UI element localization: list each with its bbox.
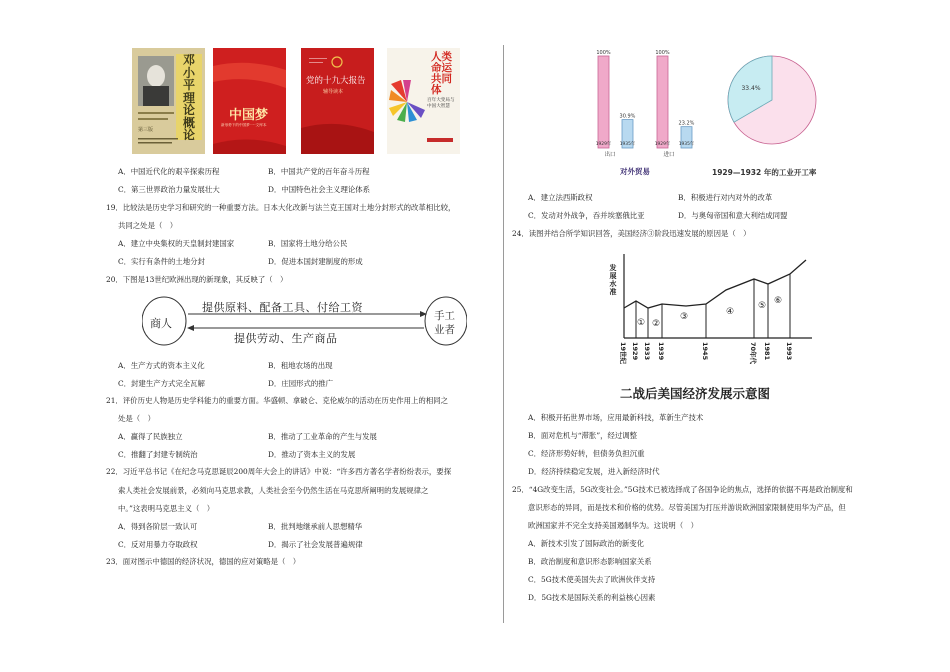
- book-title-char: 论: [182, 128, 195, 142]
- bar-category-label: 出口: [604, 152, 616, 158]
- book-cover-community: [387, 48, 460, 154]
- merchant-craftsman-diagram: [142, 292, 467, 348]
- question-22-stem-cont: 索人类社会发展前景，必须向马克思求教，人类社会至今仍然生活在马克思所阐明的发展规律之: [118, 486, 429, 495]
- option-d[interactable]: D．中国特色社会主义理论体系: [268, 185, 371, 194]
- top-arrow-label: 提供原料、配备工具、付给工资: [202, 301, 363, 314]
- option-c[interactable]: C．5G技术使美国失去了欧洲伙伴支持: [528, 575, 656, 584]
- x-tick-label: 70年代: [749, 342, 757, 365]
- question-20-stem: 20．下图是13世纪欧洲出现的新现象，其反映了（ ）: [106, 275, 288, 284]
- option-b[interactable]: B．租地农场的出现: [268, 361, 333, 370]
- book-title: 党的十九大报告: [306, 76, 366, 86]
- x-tick-label: 1929: [631, 342, 639, 361]
- bar-data-label: 30.9%: [619, 113, 636, 120]
- economy-chart-svg: [606, 246, 826, 371]
- option-d[interactable]: D．促进本国封建制度的形成: [268, 257, 363, 266]
- trade-chart-caption: 对外贸易: [620, 167, 650, 176]
- book-title-char: 邓: [182, 53, 195, 67]
- us-economy-chart: [606, 246, 826, 406]
- trade-chart-svg: [592, 48, 712, 158]
- option-c[interactable]: C．发动对外战争，吞并埃塞俄比亚: [528, 211, 645, 220]
- book-title: 中国梦: [229, 108, 269, 123]
- option-a[interactable]: A．建立中央集权的天皇制封建国家: [118, 239, 235, 248]
- bar-series-label: 1929年: [595, 142, 612, 147]
- option-a[interactable]: A．新技术引发了国际政治的新变化: [528, 539, 645, 548]
- x-tick-label: 1993: [785, 342, 793, 361]
- question-21-stem: 21．评价历史人物是历史学科能力的重要方面。华盛顿、拿破仑、克伦威尔的活动在历史作用上的相同之: [106, 396, 448, 405]
- ylabel-char: 准: [609, 287, 617, 296]
- book-title-char: 理: [182, 90, 195, 105]
- stage-label: ①: [636, 318, 646, 328]
- option-d[interactable]: D．庄园形式的推广: [268, 379, 334, 388]
- ylabel-char: 发: [609, 263, 617, 272]
- option-b[interactable]: B．国家将土地分给公民: [268, 239, 348, 248]
- book-title-char: 论: [182, 103, 195, 117]
- option-c[interactable]: C．反对用暴力夺取政权: [118, 540, 198, 549]
- question-19-stem-cont: 共同之处是（ ）: [118, 221, 178, 230]
- option-a[interactable]: A．积极开拓世界市场，应用最新科技，革新生产技术: [528, 413, 704, 422]
- stage-label: ⑥: [773, 296, 783, 306]
- option-d[interactable]: D．推动了资本主义的发展: [268, 450, 356, 459]
- bar-data-label: 100%: [655, 50, 670, 56]
- option-d[interactable]: D．揭示了社会发展普遍规律: [268, 540, 363, 549]
- stage-label: ②: [651, 319, 661, 329]
- craftsman-node-label: 业者: [434, 324, 455, 336]
- question-24-stem: 24．读图并结合所学知识回答，美国经济③阶段迅速发展的原因是（ ）: [512, 229, 751, 238]
- trade-bar-chart: [592, 48, 712, 178]
- option-d[interactable]: D．5G技术是国际关系的利益核心因素: [528, 593, 656, 602]
- option-c[interactable]: C．推翻了封建专制统治: [118, 450, 198, 459]
- option-a[interactable]: A．得到各阶层一致认可: [118, 522, 198, 531]
- option-a[interactable]: A．建立法西斯政权: [528, 193, 593, 202]
- ylabel-char: 水: [609, 279, 617, 288]
- bar-series-label: 1935年: [678, 142, 695, 147]
- option-a[interactable]: A．赢得了民族独立: [118, 432, 183, 441]
- question-21-stem-cont: 处是（ ）: [118, 414, 155, 423]
- question-25-stem-cont: 欧洲国家并不完全支持美国遏制华为。这说明（ ）: [528, 521, 698, 530]
- bar-data-label: 100%: [596, 50, 611, 56]
- option-b[interactable]: B．面对危机与“滞胀”，经过调整: [528, 431, 638, 440]
- option-c[interactable]: C．实行有条件的土地分封: [118, 257, 205, 266]
- economy-chart-title: 二战后美国经济发展示意图: [620, 386, 771, 401]
- pie-chart-caption: 1929—1932 年的工业开工率: [712, 168, 817, 177]
- option-b[interactable]: B．中国共产党的百年奋斗历程: [268, 167, 370, 176]
- bottom-arrow-label: 提供劳动、生产商品: [234, 332, 338, 345]
- book-footer: 第三版: [138, 127, 154, 133]
- book-subtitle: 百年大变局与中国大智慧: [427, 98, 455, 109]
- book-cover-china-dream: [213, 48, 286, 154]
- industry-pie-chart: [712, 48, 825, 178]
- bar-series-label: 1929年: [654, 142, 671, 147]
- left-column: [106, 0, 497, 672]
- book-title-char: 平: [182, 78, 195, 92]
- option-c[interactable]: C．经济形势好转，但债务负担沉重: [528, 449, 645, 458]
- stage-label: ⑤: [757, 301, 767, 311]
- x-tick-label: 1933: [643, 342, 651, 361]
- question-22-stem-cont: 中。”这表明马克思主义（ ）: [118, 504, 215, 513]
- book-cover-19th-art: [301, 48, 374, 154]
- option-d[interactable]: D．与奥匈帝国和意大利结成同盟: [678, 211, 788, 220]
- trade-bar: [598, 56, 609, 148]
- book-title-char: 小: [182, 65, 195, 80]
- bar-data-label: 23.2%: [678, 120, 695, 127]
- option-a[interactable]: A．中国近代化的艰辛探索历程: [118, 167, 220, 176]
- x-tick-label: 1939: [657, 342, 665, 361]
- book-title: 人类命运共同体: [431, 51, 452, 96]
- option-b[interactable]: B．政治制度和意识形态影响国家关系: [528, 557, 652, 566]
- question-25-stem-cont: 意识形态的异同，而是技术和价格的优势。尽管美国为打压并游说欧洲国家限制使用华为产品，但: [528, 503, 846, 512]
- pie-data-label: 33.4%: [741, 84, 761, 92]
- question-25-stem: 25．“4G改变生活，5G改变社会。”5G技术已被选择成了各国争论的焦点，选择的依据不再是政治制度和: [512, 485, 853, 494]
- ylabel-char: 展: [609, 271, 617, 280]
- pie-chart-svg: [720, 48, 825, 158]
- craftsman-node-label: 手工: [434, 310, 455, 322]
- option-b[interactable]: B．推动了工业革命的产生与发展: [268, 432, 377, 441]
- column-divider: [503, 45, 504, 623]
- option-b[interactable]: B．积极进行对内对外的改革: [678, 193, 773, 202]
- book-cover-deng: [132, 48, 205, 154]
- book-title-char: 概: [182, 115, 195, 130]
- question-23-stem: 23．面对图示中德国的经济状况，德国的应对策略是（ ）: [106, 557, 301, 566]
- stage-label: ④: [725, 307, 735, 317]
- question-22-stem: 22．习近平总书记《在纪念马克思诞辰200周年大会上的讲话》中说：“许多西方著名学者纷纷表示，要探: [106, 467, 452, 476]
- x-tick-label: 1981: [763, 342, 771, 361]
- option-b[interactable]: B．批判地继承前人思想精华: [268, 522, 363, 531]
- question-19-stem: 19．比较法是历史学习和研究的一种重要方法。日本大化改新与法兰克王国对土地分封形式的改革相比较，: [106, 203, 456, 212]
- book-subtitle: 辅导读本: [323, 89, 344, 95]
- bar-series-label: 1935年: [619, 142, 636, 147]
- book-cover-19th-congress: [301, 48, 374, 154]
- merchant-node-label: 商人: [150, 317, 172, 330]
- option-c[interactable]: C．封建生产方式完全瓦解: [118, 379, 205, 388]
- bar-category-label: 进口: [663, 152, 675, 158]
- right-column: [510, 0, 890, 672]
- option-a[interactable]: A．生产方式的资本主义化: [118, 361, 205, 370]
- book-subtitle: 新形势下的中国梦·一·文库本: [221, 123, 267, 127]
- stage-label: ③: [679, 312, 689, 322]
- option-d[interactable]: D．经济持续稳定发展，进入新经济时代: [528, 467, 660, 476]
- x-tick-label: 19世纪: [619, 342, 627, 365]
- option-c[interactable]: C．第三世界政治力量发展壮大: [118, 185, 220, 194]
- x-tick-label: 1945: [701, 342, 709, 361]
- trade-bar: [657, 56, 668, 148]
- book-cover-china-dream-art: [213, 48, 286, 154]
